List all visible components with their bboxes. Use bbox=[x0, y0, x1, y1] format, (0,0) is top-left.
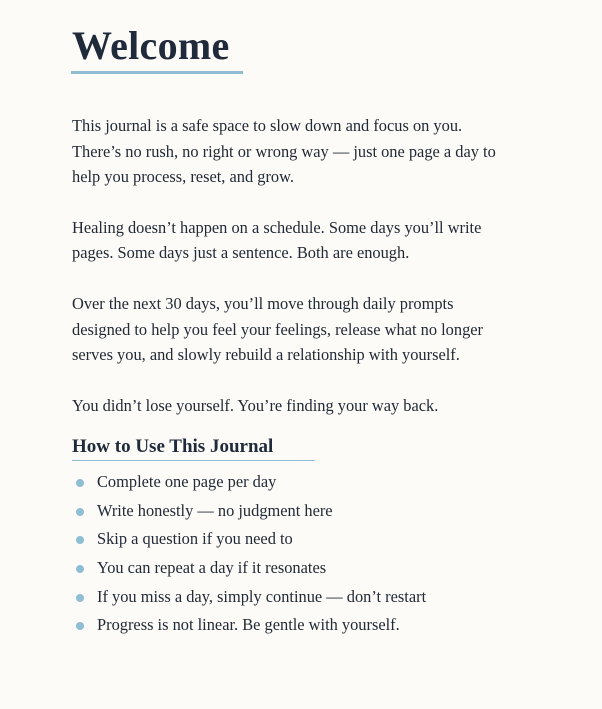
list-item bbox=[72, 526, 512, 555]
intro-paragraph: You didn’t lose yourself. You’re finding your way back. bbox=[72, 395, 439, 415]
title-underline bbox=[71, 71, 243, 74]
list-item-text: Complete one page per day bbox=[97, 472, 277, 491]
bullet-dot-icon bbox=[76, 594, 84, 602]
intro-text bbox=[72, 113, 512, 443]
bullet-dot-icon bbox=[76, 622, 84, 630]
list-item bbox=[72, 584, 512, 613]
bullet-dot-icon bbox=[76, 536, 84, 544]
list-item bbox=[72, 555, 512, 584]
list-item bbox=[72, 498, 512, 527]
intro-paragraph: Over the next 30 days, you’ll move through daily prompts designed to help you feel your feelings, release what no longer serves you, and slowly rebuild a relationship with yourself. bbox=[72, 293, 483, 365]
list-item-text: Write honestly — no judgment here bbox=[97, 500, 333, 520]
section-heading: How to Use This Journal bbox=[72, 436, 274, 457]
list-item-text: You can repeat a day if it resonates bbox=[97, 558, 327, 578]
bullet-dot-icon bbox=[76, 565, 84, 573]
list-item bbox=[72, 469, 512, 498]
intro-paragraph: Healing doesn’t happen on a schedule. Some days you’ll write pages. Some days just a sentence. Both are enough. bbox=[72, 217, 482, 263]
list-item-text: Progress is not linear. Be gentle with yourself. bbox=[97, 615, 400, 635]
list-item-text: Skip a question if you need to bbox=[97, 529, 293, 549]
bullet-dot-icon bbox=[76, 479, 84, 487]
list-item bbox=[72, 612, 512, 641]
section-underline bbox=[72, 460, 315, 461]
intro-paragraph: This journal is a safe space to slow down and focus on you. There’s no rush, no right or wrong way — just one page a day to help you process, reset, and grow. bbox=[72, 116, 496, 187]
tips-list bbox=[72, 469, 512, 641]
list-item-text: If you miss a day, simply continue — don’t restart bbox=[97, 586, 427, 606]
page-title: Welcome bbox=[72, 23, 230, 68]
bullet-dot-icon bbox=[76, 508, 84, 516]
